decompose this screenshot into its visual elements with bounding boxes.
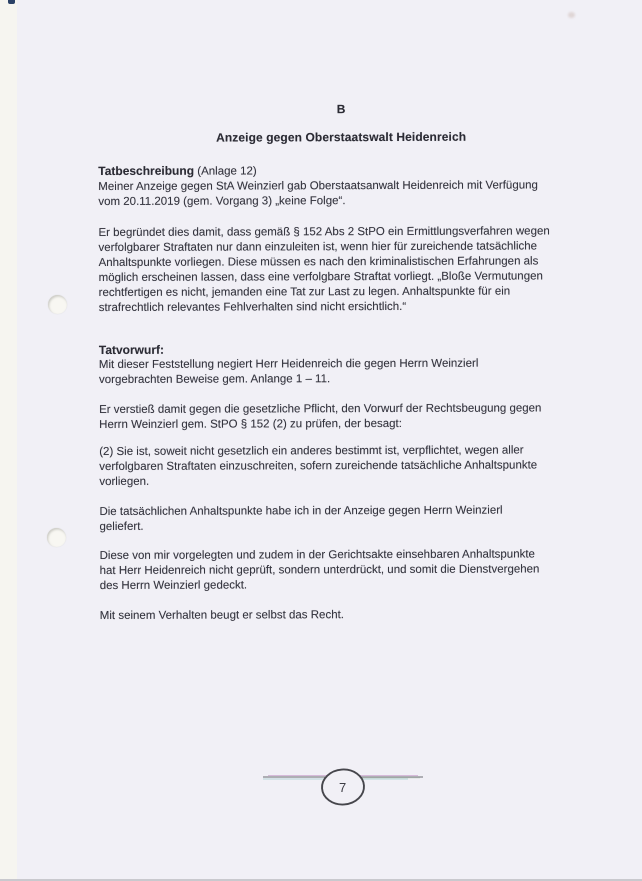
punch-hole-top <box>48 295 67 314</box>
heading-tatbeschreibung-suffix: (Anlage 12) <box>194 165 257 178</box>
paragraph-feststellung: Mit dieser Feststellung negiert Herr Heidenreich die gegen Herrn Weinzierl vorgebrachten Beweise gem. Anlange 1 – 11. <box>98 357 479 386</box>
page-number-mark <box>250 760 435 815</box>
paragraph-begruendung: Er begründet dies damit, dass gemäß § 152 Abs 2 StPO ein Ermittlungsverfahren wegen verfolgbarer Straftaten nur dann einzuleiten ist, wenn hier für zureichende tatsächliche Anhaltspunkte vorliegen. Diese müssen es nach den kriminalistischen Erfahrungen als möglich erscheinen lassen, dass eine verfolgbare Straftat vorliegt. „Bloße Vermutungen rechtfertigen es nicht, jemanden eine Tat zur Last zu legen. Anhaltspunkte für ein strafrechtlich relevantes Fehlverhalten sind nicht ersichtlich.“ <box>98 225 550 314</box>
paragraph-verfuegung: Meiner Anzeige gegen StA Weinzierl gab Oberstaatsanwalt Heidenreich mit Verfügung vom 20.11.2019 (gem. Vorgang 3) „keine Folge“. <box>98 179 538 208</box>
paragraph-unterdrueckt: Diese von mir vorgelegten und zudem in der Gerichtsakte einsehbaren Anhaltspunkte hat Herr Heidenreich nicht geprüft, sondern unterdrückt, und somit die Dienstvergehen des Herrn Weinzierl gedeckt. <box>99 548 540 592</box>
scan-corner-artifact <box>8 0 15 4</box>
paragraph-schluss: Mit seinem Verhalten beugt er selbst das Recht. <box>99 609 344 622</box>
paragraph-stpo-zitat: (2) Sie ist, soweit nicht gesetzlich ein anderes bestimmt ist, verpflichtet, wegen aller verfolgbaren Straftaten einzuschreiten, sofern zureichende tatsächliche Anhaltspunkte vorliegen. <box>99 444 538 488</box>
heading-tatbeschreibung-label: Tatbeschreibung <box>98 163 195 178</box>
heading-tatvorwurf: Tatvorwurf: <box>98 342 164 357</box>
punch-hole-bottom <box>47 528 66 547</box>
document-body <box>98 101 612 624</box>
page-number: 7 <box>339 780 347 795</box>
section-letter: B <box>336 102 346 117</box>
scanner-edge-strip <box>0 0 17 881</box>
paper-smudge <box>568 12 575 18</box>
heading-tatbeschreibung <box>98 162 610 180</box>
paragraph-anhaltspunkte: Die tatsächlichen Anhaltspunkte habe ich in der Anzeige gegen Herrn Weinzierl geliefert. <box>99 504 503 533</box>
paragraph-verstoss: Er verstieß damit gegen die gesetzliche Pflicht, den Vorwurf der Rechtsbeugung gegen Herrn Weinzierl gem. StPO § 152 (2) zu prüfen, der besagt: <box>99 402 542 431</box>
footer-rule-and-circle <box>250 760 435 815</box>
document-title: Anzeige gegen Oberstaatswalt Heidenreich <box>216 129 467 145</box>
